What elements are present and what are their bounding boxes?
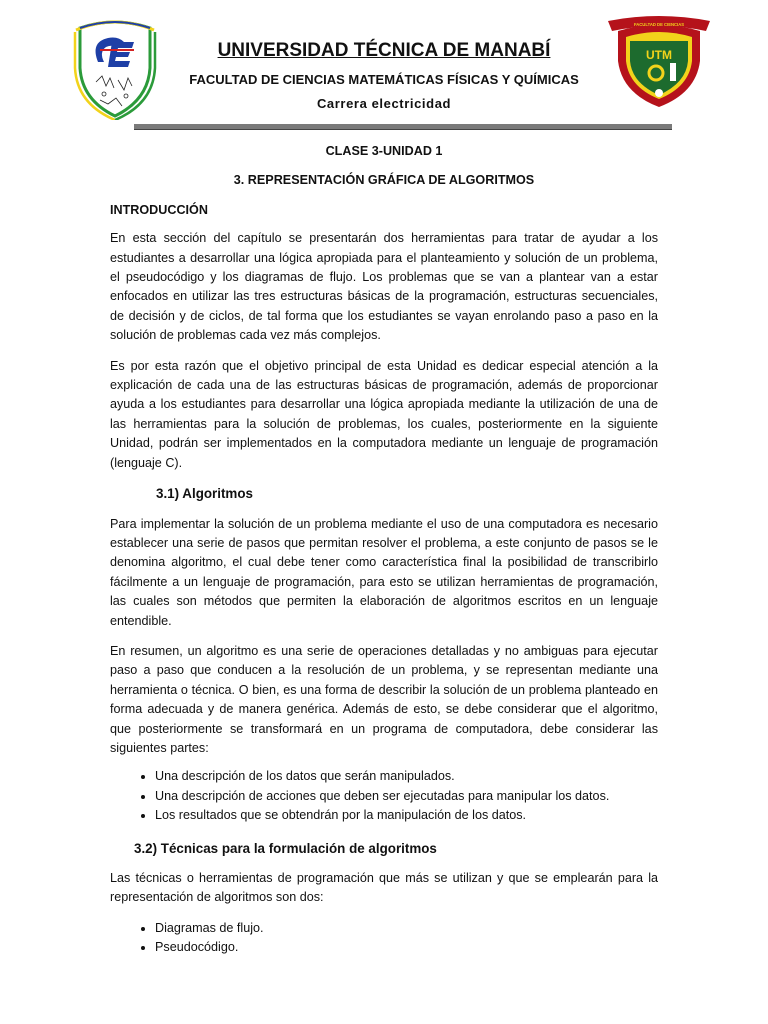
section-3-1-list xyxy=(110,767,658,825)
right-logo-text: UTM xyxy=(646,48,672,62)
list-item: • Una descripción de acciones que deben ser ejecutadas para manipular los datos. xyxy=(155,787,658,806)
header-divider xyxy=(134,124,672,130)
section-3-2-heading: 3.2) Técnicas para la formulación de algoritmos xyxy=(134,840,437,856)
section-3-1-heading: 3.1) Algoritmos xyxy=(156,486,253,502)
intro-paragraph-2: Es por esta razón que el objetivo principal de esta Unidad es dedicar especial atención a la explicación de cada una de las estructuras básicas de programación, además de proporcionar ayuda a los estudiantes para desarrollar una lógica apropiada mediante la utilización de una de las herramientas para la solución de problemas, los cuales, posteriormente en la siguiente Unidad, podrán ser implementados en la computadora mediante un lenguaje de programación (lenguaje C). xyxy=(110,358,658,470)
svg-text:FACULTAD DE CIENCIAS: FACULTAD DE CIENCIAS xyxy=(633,22,685,27)
class-title: CLASE 3-UNIDAD 1 xyxy=(325,144,443,158)
section-3-2-list xyxy=(110,919,658,958)
list-item: • Pseudocódigo. xyxy=(155,938,658,957)
section-title: 3. REPRESENTACIÓN GRÁFICA DE ALGORITMOS xyxy=(233,173,535,188)
list-item: • Una descripción de los datos que serán manipulados. xyxy=(155,767,658,786)
faculty-name: FACULTAD DE CIENCIAS MATEMÁTICAS FÍSICAS Y QUÍMICAS xyxy=(189,72,579,87)
career-name: Carrera electricidad xyxy=(316,96,452,111)
list-item: • Los resultados que se obtendrán por la manipulación de los datos. xyxy=(155,806,658,825)
intro-paragraph-1: En esta sección del capítulo se presentarán dos herramientas para tratar de ayudar a los estudiantes a desarrollar una lógica apropiada para el planteamiento y solución de un problema, el pseudocódigo y los diagramas de flujo. Los problemas que se van a plantear van a estar enfocados en utilizar las tres estructuras básicas de la programación, estructuras secuenciales, de decisión y de ciclos, de tal forma que los estudiantes se vayan enrolando paso a paso en la solución de problemas cada vez más complejos. xyxy=(110,231,658,343)
section-3-2-paragraph-1: Las técnicas o herramientas de programación que más se utilizan y que se emplearán para la representación de algoritmos son dos: xyxy=(110,871,658,905)
document-body xyxy=(110,142,658,958)
intro-heading: INTRODUCCIÓN xyxy=(110,202,208,217)
section-3-1-paragraph-1: Para implementar la solución de un problema mediante el uso de una computadora es necesario establecer una serie de pasos que permitan resolver el problema, a este conjunto de pasos se le denomina algoritmo, el cual debe tener como característica final la posibilidad de transcribirlo fácilmente a un lenguaje de programación, para esto se utilizan herramientas de programación, las cuales son métodos que permiten la elaboración de algoritmos escritos en un lenguaje entendible. xyxy=(110,516,658,628)
list-item: • Diagramas de flujo. xyxy=(155,919,658,938)
university-title: UNIVERSIDAD TÉCNICA DE MANABÍ xyxy=(217,40,551,61)
section-3-1-paragraph-2: En resumen, un algoritmo es una serie de operaciones detalladas y no ambiguas para ejecutar paso a paso que conducen a la resolución de un problema, y se representan mediante una herramienta o técnica. O bien, es una forma de describir la solución de un problema planteado en forma adecuada y de manera genérica. Además de esto, se debe considerar que el algoritmo, que posteriormente se transformará en un programa de computadora, debe considerar las siguientes partes: xyxy=(110,643,658,755)
